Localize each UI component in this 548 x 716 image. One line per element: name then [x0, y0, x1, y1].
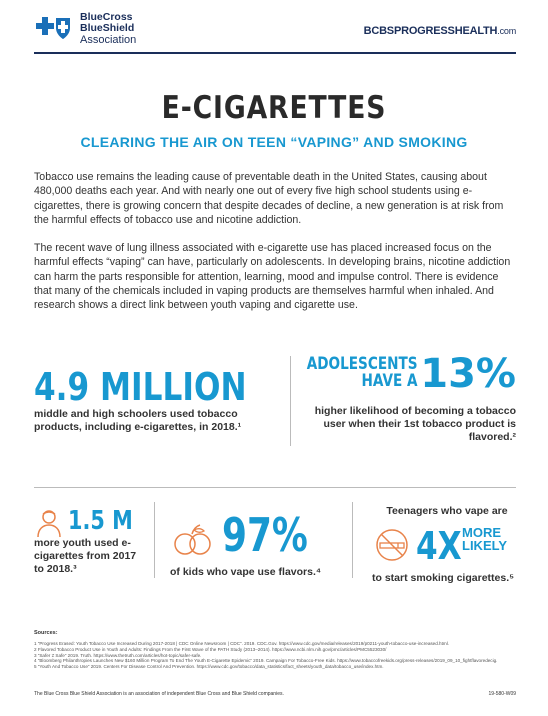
intro-paragraph-1: Tobacco use remains the leading cause of preventable death in the United States, causing about 480,000 deaths each year. And with nearly one out of every five high school students using e-cigarettes, there is growing concern that despite decades of decline, a new generation is at risk from the harmful effects of tobacco use and nicotine addiction.: [34, 171, 504, 226]
bcbs-logo: [34, 12, 136, 46]
stat-4-9-million-caption: middle and high schoolers used tobacco products, including e-cigarettes, in 2018.¹: [34, 408, 242, 433]
cigarette-icon: [372, 528, 412, 562]
stat-13-percent: [279, 351, 516, 397]
sources-list: [34, 641, 518, 670]
cross-shield-logo-icon: [34, 12, 74, 46]
stat-4x-more: MORE: [462, 525, 501, 540]
intro-paragraph-2: The recent wave of lung illness associated with e-cigarette use has placed increased focus on the harmful effects “vaping” can have, particularly on adolescents. In developing brains, nicotine addiction can harm the parts responsible for attention, learning, mood and impulse control. There is evidence that many of the chemicals included in vaping products are themselves harmful when inhaled. And research shows a direct link between youth vaping and cigarette use.: [34, 242, 511, 312]
stat-13-percent-caption: higher likelihood of becoming a tobacco user when their 1st tobacco product is flavored.²: [314, 405, 516, 443]
site-url-suffix: .com: [497, 26, 516, 36]
stats-divider-horizontal: [34, 487, 516, 488]
stat-divider-2: [154, 502, 155, 578]
stat-97-percent: 97%: [222, 508, 308, 562]
stat-4x-caption: to start smoking cigarettes.⁵: [372, 572, 515, 584]
site-url-main: BCBSPROGRESSHEALTH: [363, 25, 498, 37]
page-title: E-CIGARETTES: [161, 90, 387, 126]
stat-4-9-million: 4.9 MILLION: [34, 365, 247, 409]
sources-heading: Sources:: [34, 630, 58, 636]
source-item[interactable]: 2 Flavored Tobacco Product Use in Youth and Adults: Findings From the First Wave of the PATH Study (2013–2014). https://www.ncbi.nlm.nih.gov/pmc/articles/PMC5523030/: [34, 646, 387, 652]
source-item[interactable]: 1 “Progress Erased: Youth Tobacco Use Increased During 2017-2018 | CDC Online Newsroom | CDC”. 2019. CDC.Gov. https://www.cdc.gov/media/releases/2019/p0211-youth-tobacco-use-increased.html.: [34, 641, 450, 646]
source-item[interactable]: 3 “Safer ≠ Safe” 2019. Truth. https://www.thetruth.com/articles/hot-topic/safer-safe.: [34, 652, 202, 658]
footer-disclaimer: The Blue Cross Blue Shield Association is an association of independent Blue Cross and Blue Shield companies.: [34, 691, 284, 697]
stat-4x-likely: LIKELY: [462, 538, 508, 553]
logo-line-3: Association: [80, 34, 137, 46]
site-url[interactable]: [364, 25, 516, 37]
stat-divider-3: [352, 502, 353, 578]
stat-4x-intro: Teenagers who vape are: [386, 505, 508, 517]
person-icon: [34, 508, 64, 538]
logo-line-2: BlueShield: [80, 22, 135, 34]
stat-97-percent-caption: of kids who vape use flavors.⁴: [170, 566, 322, 578]
source-item[interactable]: 4 “Bloomberg Philanthropies Launches New $160 Million Program To End The Youth E-Cigarette Epidemic” 2019. Campaign For Tobacco-Free Kids. https://www.tobaccofreekids.org/press-releases/2019_09_10_fightflavoredecig.: [34, 658, 498, 664]
document-code: 19-580-W09: [488, 691, 516, 697]
stat-13-line-2: HAVE A: [361, 371, 418, 391]
header-divider: [34, 52, 516, 54]
stat-4x-more-likely: [462, 526, 507, 552]
page-subtitle: CLEARING THE AIR ON TEEN “VAPING” AND SMOKING: [80, 134, 468, 150]
fruit-icon: [172, 522, 214, 558]
stat-13-line-1: ADOLESCENTS: [306, 354, 418, 374]
logo-line-1: BlueCross: [80, 11, 133, 23]
stat-1-5-m-caption: more youth used e-cigarettes from 2017 to 2018.³: [34, 537, 137, 575]
stat-13-big: 13%: [420, 351, 516, 397]
source-item[interactable]: 5 “Youth And Tobacco Use” 2019. Centers For Disease Control And Prevention. https://www.cdc.gov/tobacco/data_statistics/fact_sheets/youth_data/tobacco_use/index.htm.: [34, 664, 384, 670]
stat-4x: 4X: [416, 524, 462, 568]
stat-1-5-m: 1.5 M: [68, 506, 133, 536]
